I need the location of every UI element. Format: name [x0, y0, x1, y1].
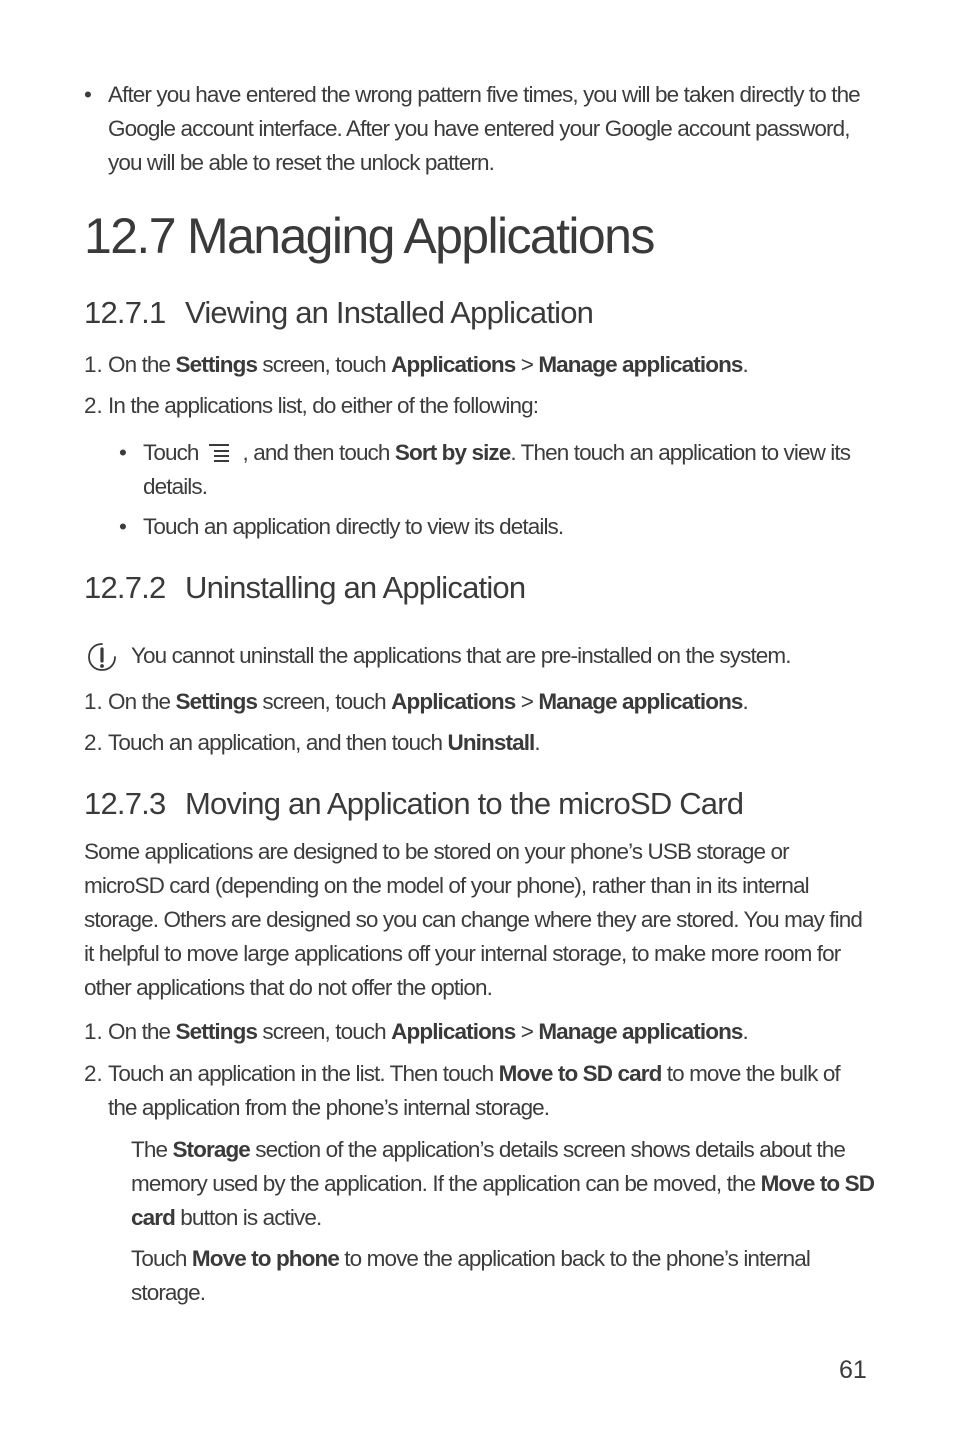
- ui-label-storage: Storage: [172, 1137, 250, 1162]
- step-marker: 1.: [84, 352, 103, 377]
- warning-icon: [86, 641, 118, 673]
- subsection-title: Uninstalling an Application: [185, 570, 526, 605]
- ui-label-sort-by-size: Sort by size: [394, 440, 511, 465]
- subsection-heading-3: [84, 785, 743, 823]
- step-text: In the applications list, do either of the following:: [108, 393, 539, 418]
- bullet-text: Touch an application directly to view its details.: [143, 514, 564, 539]
- bullet-text: Touch , and then touch Sort by size. Then touch an application to view its details.: [143, 440, 851, 499]
- subsection-heading-1: [84, 294, 593, 332]
- step-text: Touch an application, and then touch Uninstall.: [108, 730, 540, 755]
- step-text: Touch an application in the list. Then touch Move to SD card to move the bulk of the application from the phone’s internal storage.: [108, 1061, 840, 1120]
- ui-label-uninstall: Uninstall: [447, 730, 535, 755]
- bullet-marker: •: [119, 440, 127, 465]
- ui-label-applications: Applications: [391, 689, 516, 714]
- step-marker: 2.: [84, 393, 103, 418]
- step-marker: 1.: [84, 1019, 103, 1044]
- subsection-title: Moving an Application to the microSD Card: [185, 786, 744, 821]
- ui-label-settings: Settings: [175, 1019, 258, 1044]
- section-title: Managing Applications: [187, 208, 654, 264]
- ui-label-settings: Settings: [175, 689, 258, 714]
- ui-label-applications: Applications: [391, 1019, 516, 1044]
- ui-label-manage-applications: Manage applications: [538, 352, 743, 377]
- section-heading: [84, 208, 654, 264]
- ui-label-move-to-phone: Move to phone: [191, 1246, 339, 1271]
- subsection-heading-2: [84, 569, 525, 607]
- intro-bullet-text: After you have entered the wrong pattern five times, you will be taken directly to the Google account interface. After you have entered your Google account password, you will be able to reset the unlock pattern.: [108, 82, 860, 175]
- ui-label-move-to-sd-card: Move to SD card: [498, 1061, 662, 1086]
- body-paragraph: Some applications are designed to be stored on your phone’s USB storage or microSD card (depending on the model of your phone), rather than in its internal storage. Others are designed so you can change where they are stored. You may find it helpful to move large applications off your internal storage, to make more room for other applications that do not offer the option.: [84, 839, 862, 1000]
- note-text: You cannot uninstall the applications that are pre-installed on the system.: [131, 643, 791, 668]
- indented-paragraph: The Storage section of the application’s details screen shows details about the memory used by the application. If the application can be moved, the Move to SD card button is active.: [131, 1137, 875, 1230]
- subsection-title: Viewing an Installed Application: [185, 295, 594, 330]
- ui-label-manage-applications: Manage applications: [538, 689, 743, 714]
- step-text: On the Settings screen, touch Applications > Manage applications.: [108, 352, 748, 377]
- step-marker: 2.: [84, 730, 103, 755]
- step-text: On the Settings screen, touch Applications > Manage applications.: [108, 1019, 748, 1044]
- indented-paragraph: Touch Move to phone to move the application back to the phone’s internal storage.: [131, 1246, 810, 1305]
- subsection-number: 12.7.3: [84, 786, 166, 821]
- step-marker: 1.: [84, 689, 103, 714]
- step-marker: 2.: [84, 1061, 103, 1086]
- ui-label-manage-applications: Manage applications: [538, 1019, 743, 1044]
- section-number: 12.7: [84, 208, 175, 264]
- bullet-marker: •: [119, 514, 127, 539]
- bullet-marker: •: [84, 82, 92, 107]
- ui-label-move-to-sd-card: Move to SD card: [131, 1171, 875, 1230]
- subsection-number: 12.7.2: [84, 570, 166, 605]
- ui-label-applications: Applications: [391, 352, 516, 377]
- step-text: On the Settings screen, touch Applications > Manage applications.: [108, 689, 748, 714]
- subsection-number: 12.7.1: [84, 295, 166, 330]
- menu-icon: [209, 440, 233, 462]
- ui-label-settings: Settings: [175, 352, 258, 377]
- page-number: 61: [839, 1356, 867, 1384]
